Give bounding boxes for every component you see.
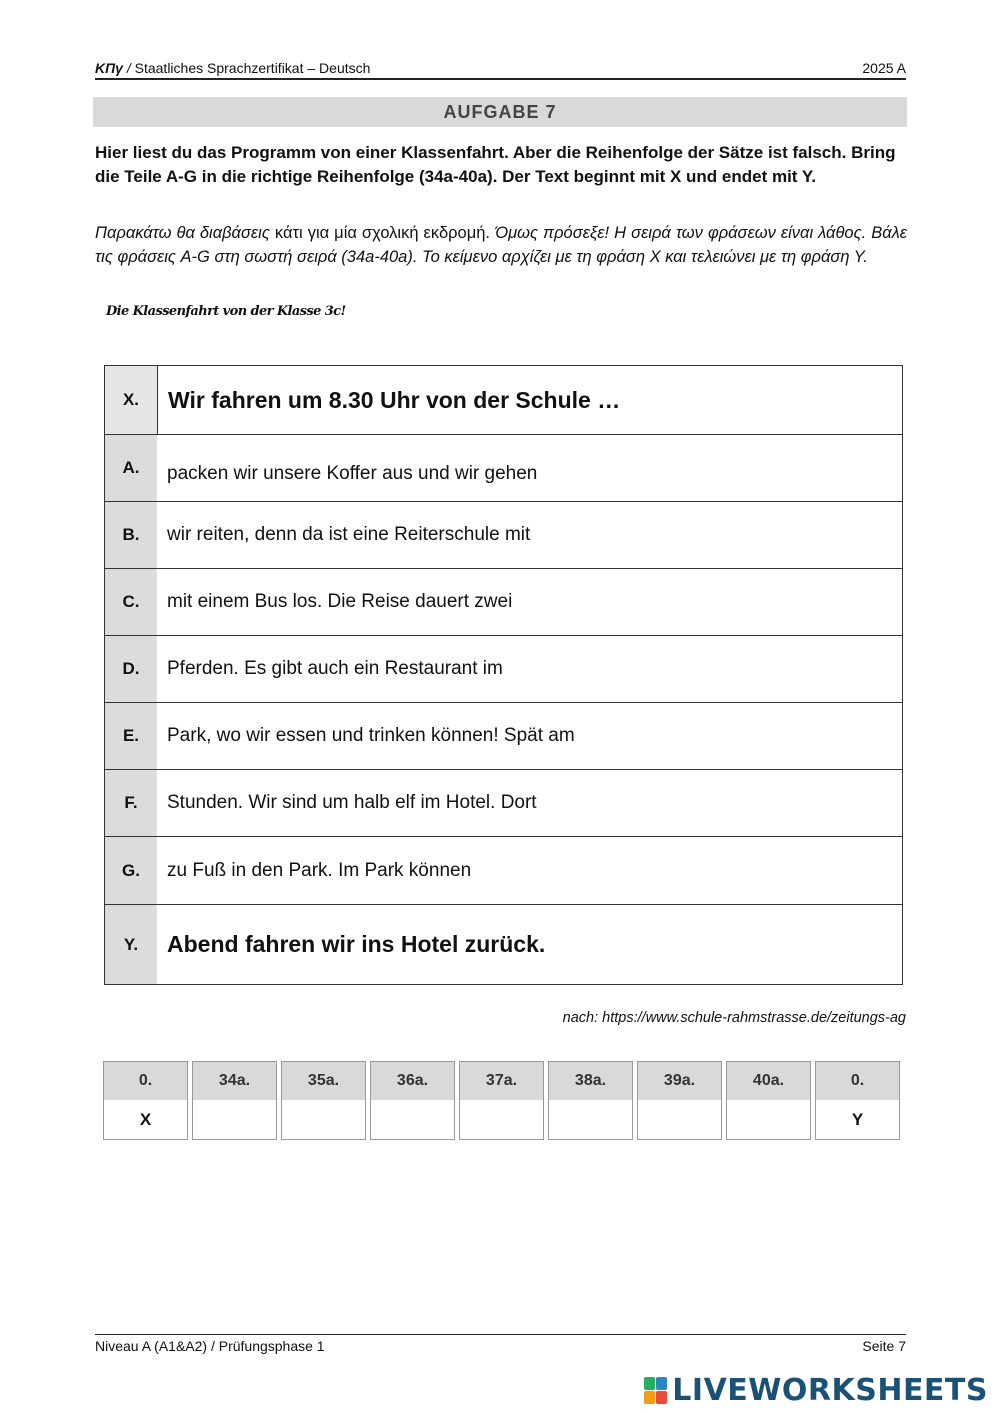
answer-label: 0. [104,1062,187,1100]
task-title: AUFGABE 7 [93,97,907,127]
sentence-text: zu Fuß in den Park. Im Park können [167,859,472,881]
answer-label: 35a. [282,1062,365,1100]
header-org: ΚΠγ [95,60,123,76]
answer-cell-37a [459,1061,544,1140]
answer-cell-39a [637,1061,722,1140]
sentence-letter: F. [105,770,157,836]
answer-label: 38a. [549,1062,632,1100]
liveworksheets-logo-icon [644,1377,668,1405]
sentence-text: mit einem Bus los. Die Reise dauert zwei [167,591,513,612]
footer-page-number: Seite 7 [862,1338,906,1354]
instruction-greek-part2: κάτι για μία σχολική εκδρομή. [269,224,496,242]
answer-input[interactable] [371,1100,454,1139]
answer-label: 34a. [193,1062,276,1100]
answer-input[interactable] [460,1100,543,1139]
sentence-letter: D. [105,636,157,702]
sentence-row-b [105,501,902,568]
answer-input[interactable] [727,1100,810,1139]
answer-label: 36a. [371,1062,454,1100]
sentence-text: packen wir unsere Koffer aus und wir gehen [167,463,538,484]
answer-value: X [139,1109,152,1129]
answer-cell-35a [281,1061,366,1140]
answer-label: 40a. [727,1062,810,1100]
header-separator: / [122,60,135,76]
answer-input[interactable] [638,1100,721,1139]
sentence-text: Pferden. Es gibt auch ein Restaurant im [167,658,503,679]
answer-input[interactable] [282,1100,365,1139]
sentence-letter: G. [105,837,157,904]
sentence-row-c [105,568,902,635]
page-footer [95,1334,906,1354]
sentence-row-d [105,635,902,702]
answer-label: 0. [816,1062,899,1100]
sentence-text: Park, wo wir essen und trinken können! Spät am [167,725,575,746]
sentence-row-e [105,702,902,769]
sentence-letter: A. [105,435,157,501]
instruction-german: Hier liest du das Programm von einer Klassenfahrt. Aber die Reihenfolge der Sätze ist falsch. Bring die Teile A-G in die richtige Reihenfolge (34a-40a). Der Text beginnt mit X und endet mit Y. [95,143,896,186]
answer-grid [103,1061,900,1140]
answer-label: 39a. [638,1062,721,1100]
answer-cell-38a [548,1061,633,1140]
sentence-letter: B. [105,502,157,568]
source-citation: nach: https://www.schule-rahmstrasse.de/zeitungs-ag [562,1010,906,1026]
header-title: Staatliches Sprachzertifikat – Deutsch [134,60,371,76]
sentence-row-g [105,836,902,904]
answer-label: 37a. [460,1062,543,1100]
sentence-row-a [105,434,902,501]
header-edition: 2025 A [862,60,906,76]
watermark-text: LIVEWORKSHEETS [672,1373,988,1408]
footer-level: Niveau A (A1&A2) / Prüfungsphase 1 [95,1338,325,1354]
page-header [95,60,906,80]
instruction-greek-part1: Παρακάτω θα διαβάσεις [95,224,270,242]
sentence-row-x [105,366,902,434]
instruction-greek [95,221,907,269]
sentence-text: wir reiten, denn da ist eine Reiterschule mit [167,524,531,545]
sentence-text: Abend fahren wir ins Hotel zurück. [167,931,546,957]
answer-cell-start [103,1061,188,1140]
instruction-greek-part3: Όμως πρόσεξε! Η σειρά των φράσεων είναι λάθος. Βάλε τις φράσεις A-G στη σωστή σειρά (34a-40a). Το κείμενο αρχίζει με τη φράση Χ και τελειώνει με τη φράση Υ. [95,224,908,266]
sentence-table [104,365,903,985]
sentence-row-f [105,769,902,836]
sentence-text: Wir fahren um 8.30 Uhr von der Schule … [168,386,621,413]
answer-cell-40a [726,1061,811,1140]
answer-value: Y [851,1109,864,1129]
sentence-letter: X. [105,366,158,434]
sentence-letter: C. [105,569,157,635]
answer-input[interactable] [193,1100,276,1139]
answer-cell-end [815,1061,900,1140]
sentence-row-y [105,904,902,984]
answer-cell-36a [370,1061,455,1140]
answer-input[interactable] [549,1100,632,1139]
answer-cell-34a [192,1061,277,1140]
sentence-letter: E. [105,703,157,769]
text-subtitle: Die Klassenfahrt von der Klasse 3c! [106,304,346,319]
header-left [95,60,370,76]
sentence-text: Stunden. Wir sind um halb elf im Hotel. Dort [167,792,537,813]
sentence-letter: Y. [105,905,157,984]
liveworksheets-watermark [644,1373,988,1408]
